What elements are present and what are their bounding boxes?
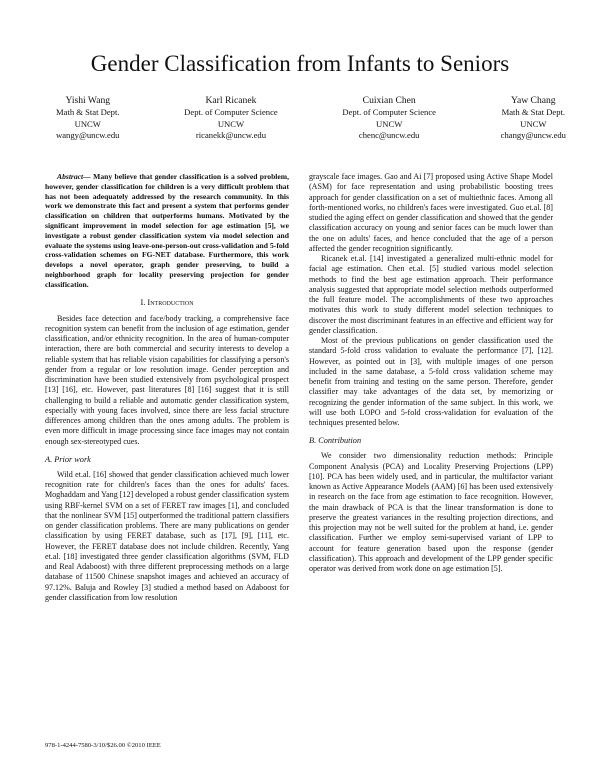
author-org: UNCW xyxy=(74,118,101,129)
author-name: Yishi Wang xyxy=(65,95,111,106)
subsection-heading-contribution: B. Contribution xyxy=(309,436,362,446)
author-block xyxy=(56,95,120,142)
author-email: wangy@uncw.edu xyxy=(56,130,120,140)
author-email: ricanekk@uncw.edu xyxy=(195,130,266,140)
author-org: UNCW xyxy=(217,118,245,129)
author-org: UNCW xyxy=(520,118,547,129)
author-dept: Math & Stat Dept. xyxy=(501,107,566,117)
author-name: Yaw Chang xyxy=(511,95,556,106)
prior-work-continued-paragraph: grayscale face images. Gao and Ai [7] proposed using Active Shape Model (ASM) for face representation and using probabilistic boosting trees approach for gender classification on a set of multiethnic faces. Among all forth-mentioned works, no children's faces were investigated. Guo et.al. [8] studied the aging effect on gender classification and showed that the gender classification accuracy on young and senior faces can be much lower than the one on adults' faces, and hence concluded that the age of a person affected the gender recognition significantly. xyxy=(309,172,553,253)
author-block xyxy=(501,95,566,142)
author-name: Cuixian Chen xyxy=(362,95,416,106)
author-org: UNCW xyxy=(376,118,403,129)
section-heading-introduction: I. Introduction xyxy=(140,297,194,307)
abstract-body: Many believe that gender classification is a solved problem, however, gender classification for children is a very difficult problem that has not been adequately addressed by the research community. In this work we demonstrate this fact and present a system that performs gender classification on children that outperforms humans. Motivated by the significant improvement in model selection for age estimation [5], we investigate a robust gender classification system via model selection and evaluate the systems using leave-one-person-out cross-validation and 5-fold cross-validation schemes on FG-NET database. Furthermore, this work develops a novel operator, graph gender preserving, to build a neighborhood graph for locality preserving projection for gender classification. xyxy=(45,172,289,289)
author-dept: Math & Stat Dept. xyxy=(56,107,120,117)
author-block xyxy=(342,95,436,142)
cross-validation-paragraph: Most of the previous publications on gender classification used the standard 5-fold cross validation to evaluate the performance [7], [12]. However, as pointed out in [3], with multiple images of one person included in the same database, a 5-fold cross validation scheme may benefit from training and testing on the same person. Therefore, gender classifier may take advantages of the data set, by memorizing or recognizing the gender information of the same subject. In this work, we will use both LOPO and 5-fold cross-validation for evaluation of the techniques presented below. xyxy=(309,336,553,427)
author-email: changy@uncw.edu xyxy=(500,130,566,140)
abstract-lead: Abstract— xyxy=(57,172,91,181)
model-selection-paragraph: Ricanek et.al. [14] investigated a generalized multi-ethnic model for facial age estimation. Chen et.al. [5] studied various model selection methods to find the best age estimation approach. Their performance analysis suggested that appropriate model selection methods outperformed the full feature model. The accomplishments of these two approaches motivates this work to study different model selection techniques to discover the most discriminant features in an effective and efficient way for gender classification. xyxy=(309,254,553,335)
left-column xyxy=(45,172,289,603)
right-column xyxy=(309,172,553,574)
copyright-footer: 978-1-4244-7580-3/10/$26.00 ©2010 IEEE xyxy=(45,742,161,749)
author-block xyxy=(184,95,278,142)
subsection-heading-prior-work: A. Prior work xyxy=(45,454,91,464)
contribution-paragraph: We consider two dimensionality reduction methods: Principle Component Analysis (PCA) and Locality Preserving Projections (LPP) [10]. PCA has been widely used, and in particular, the multifactor variant known as Active Appearance Models (AAM) [6] has been used extensively in research on the face from age estimation to face recognition. However, the main drawback of PCA is that the linear transformation is done to preserve the greatest variances in the resulting projection directions, and this projection may not be well suited for the problem at hand, i.e. gender classification. Further we employ semi-supervised variant of LPP to account for feature generation based upon the response (gender classification). This approach and development of the LPP gender specific operator was derived from work done on age estimation [5]. xyxy=(309,451,553,573)
author-dept: Dept. of Computer Science xyxy=(184,107,278,117)
author-dept: Dept. of Computer Science xyxy=(342,107,436,117)
prior-work-paragraph: Wild et.al. [16] showed that gender classification achieved much lower recognition rate for children's faces than the ones for adults' faces. Moghaddam and Yang [12] developed a robust gender classification system using RBF-kernel SVM on a set of FERET raw images [1], and concluded that the nonlinear SVM [15] outperformed the traditional pattern classifiers on gender classification problems. There are many publications on gender classification by using FERET database, such as [17], [9], [11], etc. However, the FERET database does not include children. Recently, Yang et.al. [18] investigated three gender classification algorithms (SVM, FLD and Real Adaboost) with three different preprocessing methods on a large database of 11500 Chinese snapshot images and achieved an accuracy of 97.12%. Baluja and Rowley [3] studied a method based on Adaboost for gender classification from low resolution xyxy=(45,469,289,602)
intro-paragraph: Besides face detection and face/body tracking, a comprehensive face recognition system can benefit from the inclusion of age estimation, gender classification, and/or ethnicity recognition. In the area of human-computer interaction, there are both commercial and security interests to develop a reliable system that has reliable vision capabilities for classifying a person's gender from a regular or low resolution image. Gender perception and discrimination have been studied extensively from psychological prospect [13] [16], etc. However, past literatures [8] [16] suggest that it is still challenging to build a reliable and automatic gender classification system, especially with young faces involved, since there are less facial structure differences among children than the ones among adults. The problem is even more difficult in image processing since face images may not contain enough sex-stereotyped cues. xyxy=(45,313,289,446)
author-email: chenc@uncw.edu xyxy=(358,130,420,140)
paper-title: Gender Classification from Infants to Seniors xyxy=(90,51,510,76)
author-list xyxy=(56,95,566,142)
abstract xyxy=(45,172,289,290)
author-name: Karl Ricanek xyxy=(205,95,257,106)
